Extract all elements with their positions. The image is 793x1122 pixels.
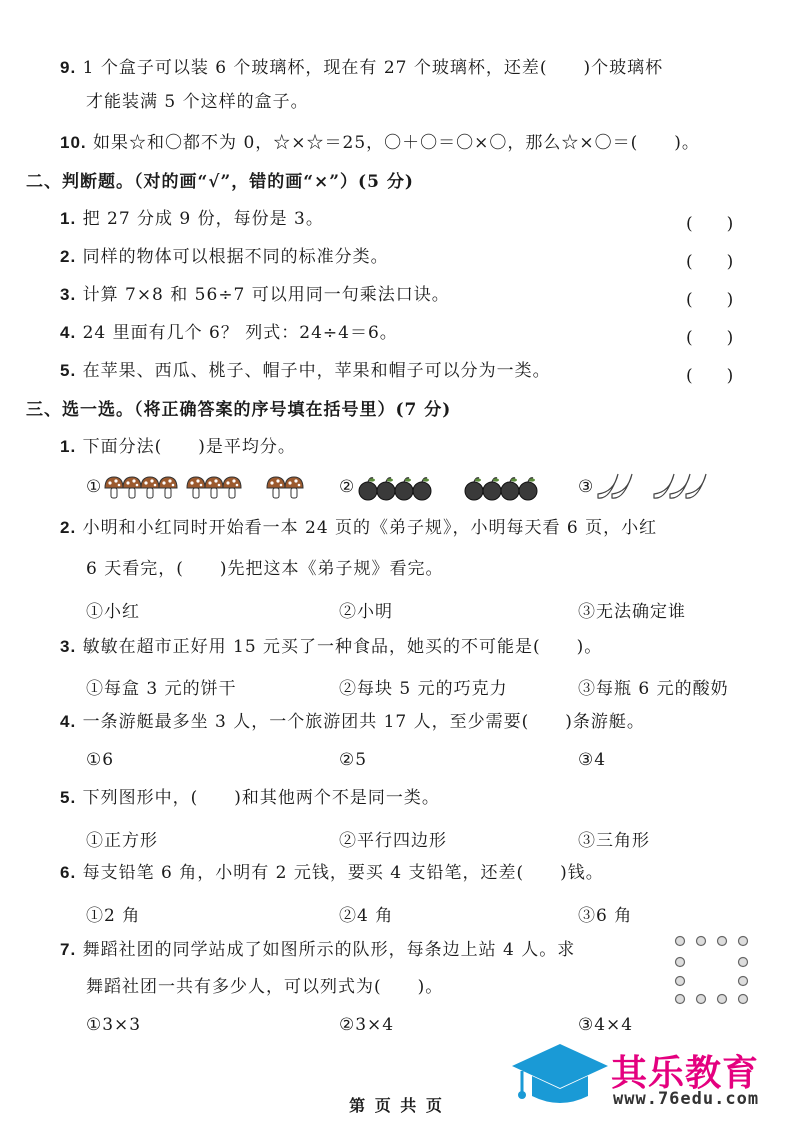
option-c[interactable]: ③4×4 <box>578 1015 634 1035</box>
question-9 <box>60 58 663 78</box>
option-b[interactable]: ②3×4 <box>339 1015 395 1035</box>
question-number: 2. <box>60 247 77 266</box>
option-c[interactable]: ③6 角 <box>578 906 633 926</box>
choice-question-3 <box>60 637 602 657</box>
question-text: 小明和小红同时开始看一本 24 页的《弟子规》，小明每天看 6 页，小红 <box>82 518 658 538</box>
judge-item <box>60 361 551 381</box>
answer-paren[interactable]: ( ) <box>686 290 734 310</box>
mushroom-groups-icon <box>104 472 314 504</box>
question-number: 5. <box>60 788 77 807</box>
question-number: 4. <box>60 712 77 731</box>
question-number: 1. <box>60 209 77 228</box>
judge-item <box>60 247 389 267</box>
choice-question-5 <box>60 788 440 808</box>
option-c[interactable]: ③无法确定谁 <box>578 602 686 622</box>
question-number: 10. <box>60 133 87 152</box>
question-text: 计算 7×8 和 56÷7 可以用同一句乘法口诀。 <box>82 285 450 305</box>
page-footer: 第 页 共 页 <box>349 1096 444 1115</box>
question-text: 在苹果、西瓜、桃子、帽子中，苹果和帽子可以分为一类。 <box>82 361 551 381</box>
question-number: 3. <box>60 285 77 304</box>
option-c[interactable]: ③三角形 <box>578 831 650 851</box>
choice-question-6 <box>60 863 604 883</box>
dance-formation-diagram <box>672 933 754 1007</box>
question-text: 同样的物体可以根据不同的标准分类。 <box>82 247 389 267</box>
question-number: 1. <box>60 437 77 456</box>
question-number: 6. <box>60 863 77 882</box>
question-text: 1 个盒子可以装 6 个玻璃杯，现在有 27 个玻璃杯，还差( )个玻璃杯 <box>82 58 664 78</box>
option-c[interactable]: ③4 <box>578 750 607 770</box>
question-9-continued: 才能装满 5 个这样的盒子。 <box>86 92 309 112</box>
question-text: 24 里面有几个 6？ 列式：24÷4＝6。 <box>82 323 398 343</box>
choice-question-2 <box>60 518 657 538</box>
answer-paren[interactable]: ( ) <box>686 328 734 348</box>
question-text: 把 27 分成 9 份，每份是 3。 <box>82 209 324 229</box>
section-title-choice: 三、选一选。（将正确答案的序号填在括号里）(7 分) <box>26 400 452 420</box>
question-number: 5. <box>60 361 77 380</box>
judge-item <box>60 209 324 229</box>
option-b[interactable]: ②4 角 <box>339 906 394 926</box>
judge-item <box>60 323 398 343</box>
judge-item <box>60 285 450 305</box>
answer-paren[interactable]: ( ) <box>686 252 734 272</box>
option-a[interactable]: ①2 角 <box>86 906 141 926</box>
apple-groups-icon <box>358 472 558 504</box>
option-a[interactable]: ①小红 <box>86 602 140 622</box>
banana-groups-icon <box>596 470 726 504</box>
question-text: 下面分法( )是平均分。 <box>82 437 296 457</box>
question-text: 敏敏在超市正好用 15 元买了一种食品，她买的不可能是( )。 <box>82 637 603 657</box>
option-marker-3[interactable]: ③ <box>578 477 595 497</box>
question-number: 7. <box>60 940 77 959</box>
option-b[interactable]: ②5 <box>339 750 368 770</box>
option-b[interactable]: ②平行四边形 <box>339 831 447 851</box>
option-a[interactable]: ①6 <box>86 750 115 770</box>
logo-brand-name: 其乐教育 <box>611 1053 760 1094</box>
question-number: 2. <box>60 518 77 537</box>
option-a[interactable]: ①每盒 3 元的饼干 <box>86 679 237 699</box>
option-marker-1[interactable]: ① <box>86 477 103 497</box>
question-text: 每支铅笔 6 角，小明有 2 元钱，要买 4 支铅笔，还差( )钱。 <box>82 863 604 883</box>
logo-url[interactable]: www.76edu.com <box>613 1089 760 1109</box>
answer-paren[interactable]: ( ) <box>686 214 734 234</box>
question-text: 如果☆和〇都不为 0，☆×☆＝25，〇＋〇＝〇×〇，那么☆×〇＝( )。 <box>93 133 700 153</box>
question-text-continued: 6 天看完，( )先把这本《弟子规》看完。 <box>86 559 444 579</box>
choice-question-4 <box>60 712 645 732</box>
question-number: 3. <box>60 637 77 656</box>
question-number: 4. <box>60 323 77 342</box>
question-text: 舞蹈社团的同学站成了如图所示的队形，每条边上站 4 人。求 <box>82 940 576 960</box>
choice-question-1 <box>60 437 296 457</box>
option-a[interactable]: ①正方形 <box>86 831 158 851</box>
option-c[interactable]: ③每瓶 6 元的酸奶 <box>578 679 729 699</box>
section-title-judge: 二、判断题。（对的画“√”，错的画“×”）(5 分) <box>26 172 414 192</box>
question-text: 一条游艇最多坐 3 人，一个旅游团共 17 人，至少需要( )条游艇。 <box>82 712 645 732</box>
option-b[interactable]: ②小明 <box>339 602 393 622</box>
option-b[interactable]: ②每块 5 元的巧克力 <box>339 679 508 699</box>
question-10 <box>60 133 700 153</box>
answer-paren[interactable]: ( ) <box>686 366 734 386</box>
question-text-continued: 舞蹈社团一共有多少人，可以列式为( )。 <box>86 977 444 997</box>
option-a[interactable]: ①3×3 <box>86 1015 142 1035</box>
question-number: 9. <box>60 58 77 77</box>
option-marker-2[interactable]: ② <box>339 477 356 497</box>
choice-question-7 <box>60 940 575 960</box>
question-text: 下列图形中，( )和其他两个不是同一类。 <box>82 788 440 808</box>
